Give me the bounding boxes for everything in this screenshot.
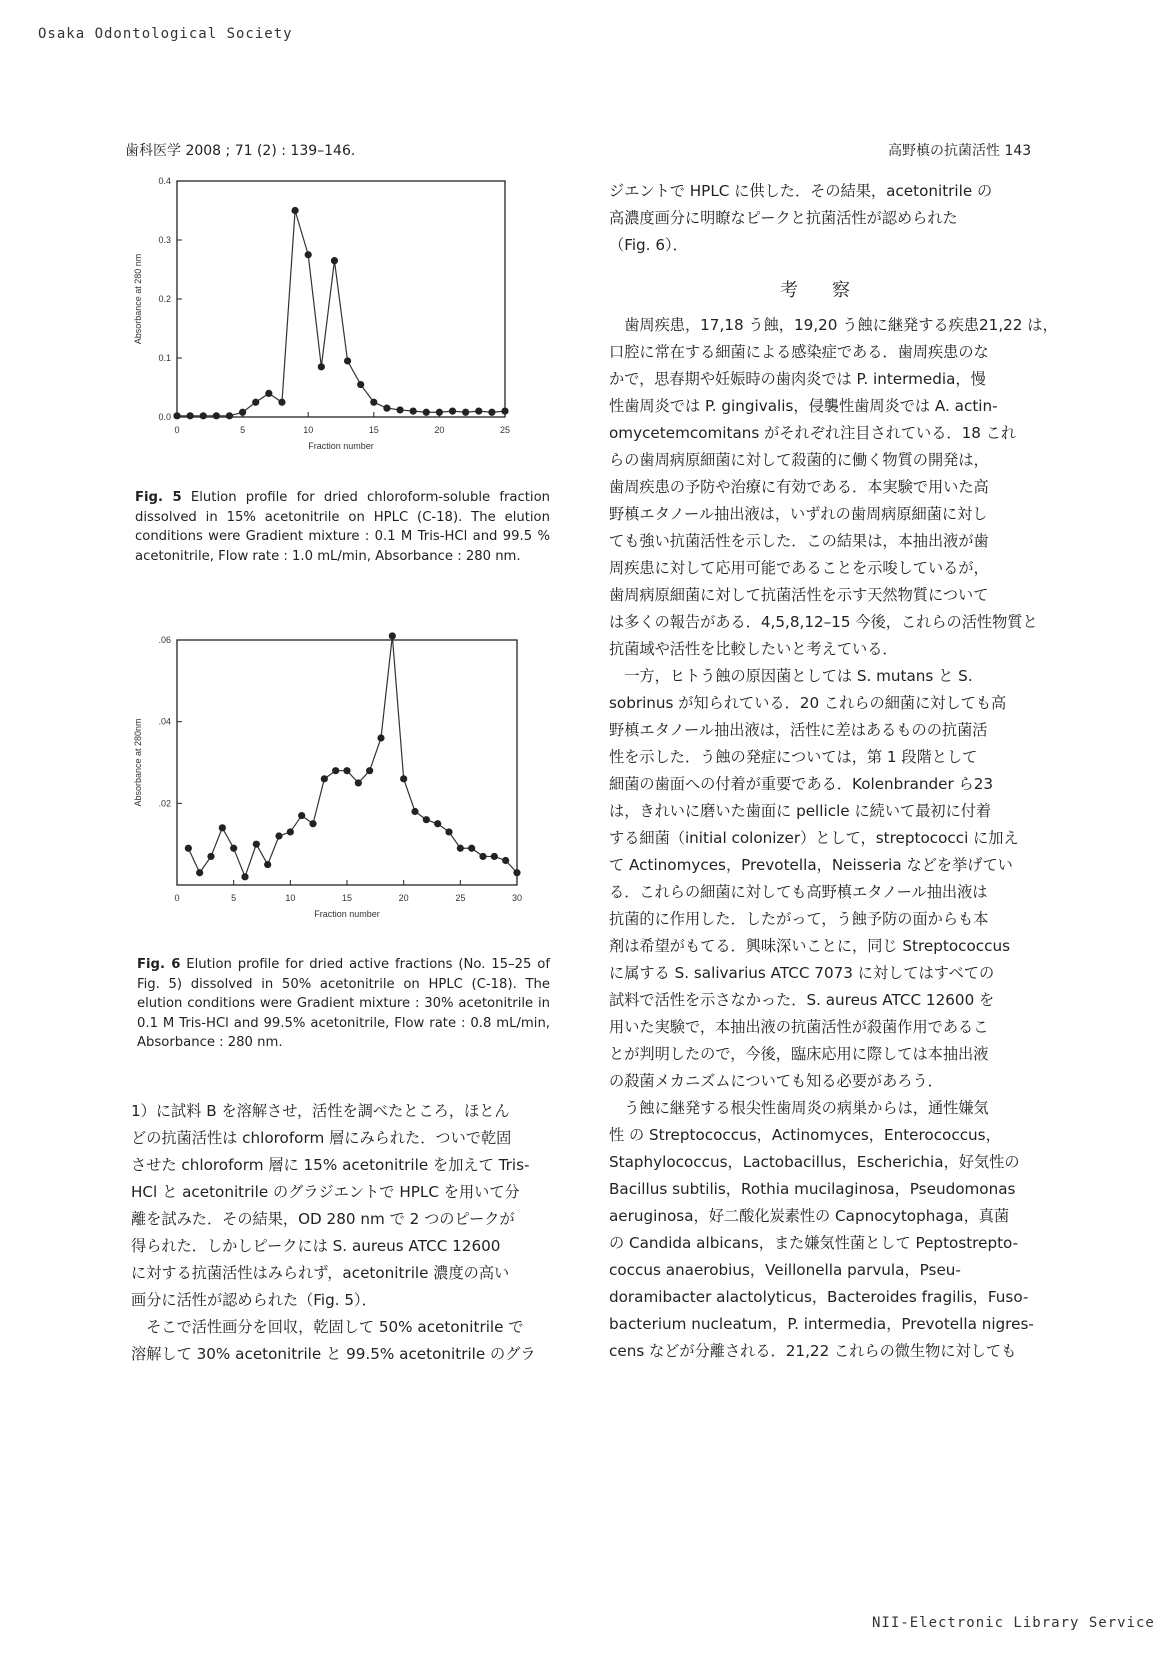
left-body-line: そこで活性画分を回収，乾固して 50% acetonitrile で: [131, 1318, 524, 1336]
right-body-line: 抗菌的に作用した．したがって，う蝕予防の面からも本: [609, 910, 989, 928]
data-point: [241, 873, 248, 880]
data-point: [423, 816, 430, 823]
y-tick-label: .02: [158, 798, 171, 809]
data-point: [318, 363, 325, 370]
data-point: [291, 207, 298, 214]
data-point: [173, 412, 180, 419]
plot-frame: [177, 181, 505, 417]
x-tick-label: 25: [499, 425, 511, 435]
data-point: [501, 408, 508, 415]
x-tick-label: 5: [240, 425, 246, 435]
y-tick-label: 0.4: [158, 176, 171, 186]
library-service-footer: NII-Electronic Library Service: [872, 1615, 1155, 1631]
left-column-body: [131, 1098, 561, 1368]
data-point: [357, 381, 364, 388]
right-body-line: 性を示した．う蝕の発症については，第 1 段階として: [609, 748, 978, 766]
y-tick-label: .06: [158, 635, 171, 645]
data-point: [332, 767, 339, 774]
right-body-line: 口腔に常在する細菌による感染症である．歯周疾患のな: [609, 343, 989, 361]
right-body-line: る．これらの細菌に対しても高野槙エタノール抽出液は: [609, 883, 988, 901]
data-point: [457, 845, 464, 852]
left-body-line: 画分に活性が認められた（Fig. 5）．: [131, 1291, 377, 1309]
right-body-line: かで，思春期や妊娠時の歯肉炎では P. intermedia，慢: [609, 370, 986, 388]
data-point: [185, 845, 192, 852]
data-point: [377, 734, 384, 741]
society-name: Osaka Odontological Society: [38, 26, 293, 42]
right-body-line: doramibacter alactolyticus，Bacteroides fragilis，Fuso-: [609, 1288, 1029, 1306]
y-tick-label: .04: [158, 716, 171, 727]
right-column-body: [609, 312, 1058, 1365]
y-tick-label: 0.0: [158, 412, 171, 422]
figure-5-caption-text: Elution profile for dried chloroform-soluble fraction dissolved in 15% acetonitrile on HPLC (C-18). The elution conditions were Gradient mixture : 0.1 M Tris-HCl and 99.5 % acetonitrile, Flow rate : 1.0 mL/min, Absorbance : 280 nm.: [135, 490, 551, 564]
right-body-line: 性 の Streptococcus，Actinomyces，Enterococcus，: [609, 1126, 1001, 1144]
left-body-line: 1）に試料 B を溶解させ，活性を調べたところ，ほとん: [131, 1102, 510, 1120]
x-tick-label: 20: [398, 893, 409, 903]
figure-6-caption-text: Elution profile for dried active fractions (No. 15–25 of Fig. 5) dissolved in 50% acetonitrile on HPLC (C-18). The elution conditions were Gradient mixture : 30% acetonitrile in 0.1 M Tris-HCl and 99.5% acetonitrile, Flow rate : 0.8 mL/min, Absorbance : 280 nm.: [137, 957, 550, 1050]
right-body-line: の殺菌メカニズムについても知る必要があろう．: [609, 1072, 943, 1090]
x-tick-label: 20: [434, 425, 445, 435]
data-point: [400, 775, 407, 782]
left-body-line: 離を試みた．その結果，OD 280 nm で 2 つのピークが: [131, 1210, 515, 1228]
data-point: [468, 845, 475, 852]
data-point: [230, 845, 237, 852]
data-point: [389, 632, 396, 639]
figure-5-label: Fig. 5: [135, 490, 182, 505]
data-point: [383, 405, 390, 412]
x-axis-label: Fraction number: [308, 441, 374, 451]
data-point: [187, 412, 194, 419]
data-point: [423, 409, 430, 416]
right-intro-line: （Fig. 6）．: [609, 236, 688, 254]
x-tick-label: 0: [174, 893, 180, 903]
data-point: [321, 775, 328, 782]
data-point: [475, 408, 482, 415]
left-body-line: どの抗菌活性は chloroform 層にみられた．ついで乾固: [131, 1129, 512, 1147]
right-body-line: bacterium nucleatum，P. intermedia，Prevotella nigres-: [609, 1315, 1034, 1333]
y-tick-label: 0.3: [158, 235, 171, 245]
data-point: [449, 408, 456, 415]
left-body-line: させた chloroform 層に 15% acetonitrile を加えて Tris-: [131, 1156, 530, 1174]
right-body-line: omycetemcomitans がそれぞれ注目されている．18 これ: [609, 424, 1017, 442]
data-point: [370, 399, 377, 406]
right-body-line: 一方，ヒトう蝕の原因菌としては S. mutans と S.: [609, 667, 973, 685]
data-point: [396, 406, 403, 413]
x-tick-label: 15: [341, 893, 353, 903]
data-point: [343, 767, 350, 774]
y-tick-label: 0.1: [158, 353, 171, 363]
data-point: [287, 828, 294, 835]
data-point: [462, 409, 469, 416]
data-point: [502, 857, 509, 864]
data-point: [488, 409, 495, 416]
running-title: 高野槙の抗菌活性 143: [888, 143, 1032, 159]
left-body-line: に対する抗菌活性はみられず，acetonitrile 濃度の高い: [131, 1264, 510, 1282]
x-tick-label: 0: [174, 425, 180, 435]
right-body-line: coccus anaerobius，Veillonella parvula，Pseu-: [609, 1261, 961, 1279]
right-body-line: Staphylococcus，Lactobacillus，Escherichia，好気性の: [609, 1153, 1020, 1171]
data-point: [331, 257, 338, 264]
x-tick-label: 15: [368, 425, 379, 435]
right-body-line: て Actinomyces，Prevotella，Neisseria などを挙げてい: [609, 856, 1013, 874]
data-point: [491, 853, 498, 860]
right-body-line: 野槙エタノール抽出液は，活性に差はあるものの抗菌活: [609, 721, 988, 739]
data-point: [275, 832, 282, 839]
section-title-discussion: 考察: [780, 280, 884, 301]
right-body-line: う蝕に継発する根尖性歯周炎の病巣からは，通性嫌気: [609, 1099, 989, 1117]
data-point: [410, 408, 417, 415]
right-column-intro: [609, 178, 1039, 259]
data-point: [513, 869, 520, 876]
data-point: [252, 399, 259, 406]
data-point: [264, 861, 271, 868]
right-body-line: 用いた実験で，本抽出液の抗菌活性が殺菌作用であるこ: [609, 1018, 989, 1036]
series-line: [188, 636, 517, 877]
right-body-line: 歯周病原細菌に対して抗菌活性を示す天然物質について: [609, 586, 989, 604]
data-point: [344, 357, 351, 364]
data-point: [305, 251, 312, 258]
right-body-line: 性歯周炎では P. gingivalis，侵襲性歯周炎では A. actin-: [609, 397, 998, 415]
right-body-line: は，きれいに磨いた歯面に pellicle に続いて最初に付着: [609, 802, 992, 820]
data-point: [265, 390, 272, 397]
right-body-line: cens などが分離される．21,22 これらの微生物に対しても: [609, 1342, 1017, 1360]
right-intro-line: ジエントで HPLC に供した．その結果，acetonitrile の: [609, 182, 993, 200]
right-body-line: aeruginosa，好二酸化炭素性の Capnocytophaga，真菌: [609, 1207, 1010, 1225]
data-point: [355, 779, 362, 786]
right-body-line: 歯周疾患，17,18 う蝕，19,20 う蝕に継発する疾患21,22 は，: [609, 316, 1058, 334]
right-body-line: 周疾患に対して応用可能であることを示唆しているが，: [609, 559, 989, 577]
right-body-line: する細菌（initial colonizer）として，streptococci に加え: [609, 829, 1019, 847]
right-body-line: 剤は希望がもてる．興味深いことに，同じ Streptococcus: [609, 937, 1011, 955]
data-point: [207, 853, 214, 860]
data-point: [226, 412, 233, 419]
data-point: [278, 399, 285, 406]
data-point: [200, 412, 207, 419]
data-point: [309, 820, 316, 827]
right-body-line: とが判明したので，今後，臨床応用に際しては本抽出液: [609, 1045, 989, 1063]
data-point: [253, 841, 260, 848]
data-point: [366, 767, 373, 774]
journal-citation: 歯科医学 2008 ; 71 (2) : 139–146.: [125, 143, 356, 159]
right-body-line: sobrinus が知られている．20 これらの細菌に対しても高: [609, 694, 1007, 712]
right-intro-line: 高濃度画分に明瞭なピークと抗菌活性が認められた: [609, 209, 958, 227]
right-body-line: らの歯周病原細菌に対して殺菌的に働く物質の開発は，: [609, 451, 989, 469]
figure-5-chart: [135, 178, 555, 478]
figure-6-caption: [137, 955, 550, 1053]
right-body-line: ても強い抗菌活性を示した．この結果は，本抽出液が歯: [609, 532, 989, 550]
data-point: [213, 412, 220, 419]
left-body-line: HCl と acetonitrile のグラジエントで HPLC を用いて分: [131, 1183, 520, 1201]
data-point: [479, 853, 486, 860]
x-tick-label: 10: [285, 893, 296, 903]
figure-6-label: Fig. 6: [137, 957, 181, 972]
right-body-line: の Candida albicans，また嫌気性菌として Peptostrepto-: [609, 1234, 1019, 1252]
series-line: [177, 211, 505, 416]
x-axis-label: Fraction number: [314, 909, 380, 919]
x-tick-label: 5: [231, 893, 237, 903]
right-body-line: 細菌の歯面への付着が重要である．Kolenbrander ら23: [609, 775, 994, 793]
data-point: [196, 869, 203, 876]
data-point: [436, 409, 443, 416]
y-tick-label: 0.2: [158, 294, 171, 304]
right-body-line: 抗菌域や活性を比較したいと考えている．: [609, 640, 898, 658]
data-point: [239, 409, 246, 416]
left-body-line: 溶解して 30% acetonitrile と 99.5% acetonitrile のグラ: [131, 1345, 536, 1363]
x-tick-label: 10: [303, 425, 314, 435]
x-tick-label: 30: [511, 893, 523, 903]
y-axis-label: Absorbance at 280nm: [133, 718, 143, 807]
right-body-line: Bacillus subtilis，Rothia mucilaginosa，Pseudomonas: [609, 1180, 1016, 1198]
right-body-line: に属する S. salivarius ATCC 7073 に対してはすべての: [609, 964, 995, 982]
data-point: [434, 820, 441, 827]
figure-6-chart: [133, 635, 555, 950]
right-body-line: 歯周疾患の予防や治療に有効である．本実験で用いた高: [609, 478, 989, 496]
y-axis-label: Absorbance at 280 nm: [133, 253, 143, 345]
data-point: [219, 824, 226, 831]
right-body-line: 試料で活性を示さなかった．S. aureus ATCC 12600 を: [609, 991, 995, 1009]
data-point: [445, 828, 452, 835]
data-point: [411, 808, 418, 815]
x-tick-label: 25: [455, 893, 466, 903]
data-point: [298, 812, 305, 819]
right-body-line: 野槙エタノール抽出液は，いずれの歯周病原細菌に対し: [609, 505, 988, 523]
figure-5-caption: [135, 488, 550, 566]
left-body-line: 得られた．しかしピークには S. aureus ATCC 12600: [131, 1237, 501, 1255]
right-body-line: は多くの報告がある．4,5,8,12–15 今後，これらの活性物質と: [609, 613, 1038, 631]
